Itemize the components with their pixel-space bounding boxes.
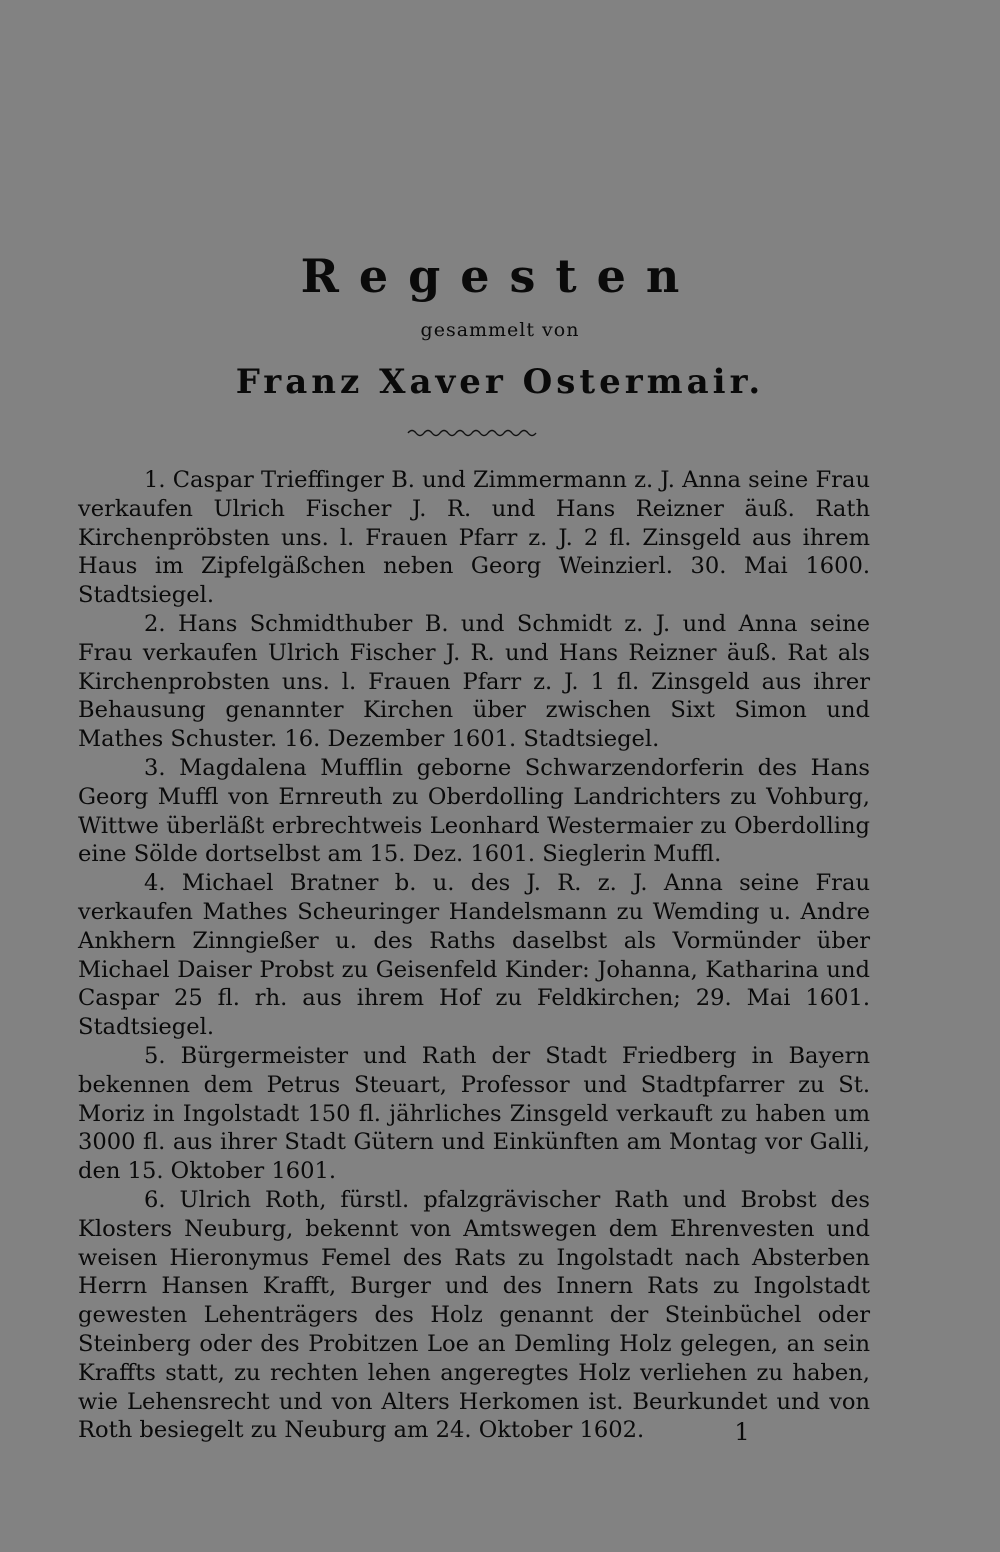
page-title: Regesten	[300, 249, 700, 303]
entry-2: 2. Hans Schmidthuber B. und Schmidt z. J. und Anna seine Frau verkaufen Ulrich Fischer J. R. und Hans Reizner äuß. Rat als Kirchenprobsten uns. l. Frauen Pfarr z. J. 1 fl. Zinsgeld aus ihrer Behausung genannter Kirchen über zwischen Sixt Simon und Mathes Schuster. 16. Dezember 1601. Stadtsiegel.	[78, 610, 870, 753]
page-subtitle: gesammelt von	[420, 319, 580, 341]
decorative-divider	[406, 426, 540, 440]
entry-4: 4. Michael Bratner b. u. des J. R. z. J. Anna seine Frau verkaufen Mathes Scheuringer Handelsmann zu Wemding u. Andre Ankhern Zinngießer u. des Raths daselbst als Vormünder über Michael Daiser Probst zu Geisenfeld Kinder: Johanna, Katharina und Caspar 25 fl. rh. aus ihrem Hof zu Feldkirchen; 29. Mai 1601. Stadtsiegel.	[78, 870, 870, 1041]
entry-5: 5. Bürgermeister und Rath der Stadt Friedberg in Bayern bekennen dem Petrus Steuart, Professor und Stadtpfarrer zu St. Moriz in Ingolstadt 150 fl. jährliches Zinsgeld verkauft zu haben um 3000 fl. aus ihrer Stadt Gütern und Einkünften am Montag vor Galli, den 15. Oktober 1601.	[78, 1042, 870, 1185]
entry-6: 6. Ulrich Roth, fürstl. pfalzgrävischer Rath und Brobst des Klosters Neuburg, bekennt von Amtswegen dem Ehrenvesten und weisen Hieronymus Femel des Rats zu Ingolstadt nach Absterben Herrn Hansen Krafft, Burger und des Innern Rats zu Ingolstadt gewesten Lehenträgers des Holz genannt der Steinbüchel oder Steinberg oder des Probitzen Loe an Demling Holz gelegen, an sein Kraffts statt, zu rechten lehen angeregtes Holz verliehen zu haben, wie Lehensrecht und von Alters Herkomen ist. Beurkundet und von Roth besiegelt zu Neuburg am 24. Oktober 1602.	[78, 1186, 870, 1444]
page-number: 1	[734, 1418, 750, 1446]
regesten-body	[78, 466, 870, 1445]
entry-3: 3. Magdalena Mufflin geborne Schwarzendorferin des Hans Georg Muffl von Ernreuth zu Oberdolling Landrichters zu Vohburg, Wittwe überläßt erbrechtweis Leonhard Westermaier zu Oberdolling eine Sölde dortselbst am 15. Dez. 1601. Sieglerin Muffl.	[78, 754, 870, 868]
author-name: Franz Xaver Ostermair.	[235, 362, 765, 402]
entry-1: 1. Caspar Trieffinger B. und Zimmermann z. J. Anna seine Frau verkaufen Ulrich Fischer J. R. und Hans Reizner äuß. Rath Kirchenpröbsten uns. l. Frauen Pfarr z. J. 2 fl. Zinsgeld aus ihrem Haus im Zipfelgäßchen neben Georg Weinzierl. 30. Mai 1600. Stadtsiegel.	[78, 467, 870, 609]
